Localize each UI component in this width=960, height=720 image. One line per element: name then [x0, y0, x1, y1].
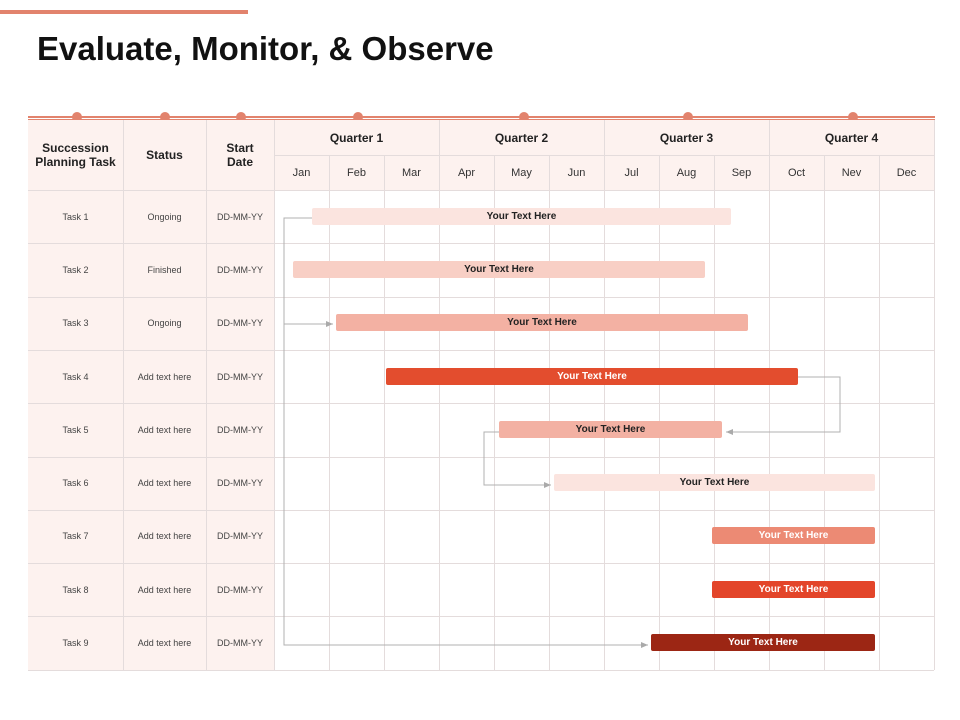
- connector-task1-task9: [284, 324, 648, 645]
- task-name: Task 5: [62, 424, 89, 435]
- month-header: Jul: [624, 166, 639, 179]
- month-header: Feb: [347, 166, 366, 179]
- quarter-header: Quarter 3: [659, 130, 714, 145]
- month-header: Mar: [402, 166, 421, 179]
- task-name: Task 7: [62, 531, 89, 542]
- gantt-bar: Your Text Here: [651, 634, 875, 651]
- month-header: Dec: [896, 166, 917, 179]
- gantt-bar: Your Text Here: [336, 314, 748, 331]
- task-status: Add text here: [137, 424, 192, 435]
- gantt-bar: Your Text Here: [712, 527, 875, 544]
- task-name: Task 1: [62, 211, 89, 222]
- task-status: Add text here: [137, 478, 192, 489]
- task-start-date: DD-MM-YY: [217, 211, 263, 222]
- task-start-date: DD-MM-YY: [217, 264, 263, 275]
- task-start-date: DD-MM-YY: [217, 638, 263, 649]
- quarter-header: Quarter 1: [329, 130, 384, 145]
- month-header: Aug: [676, 166, 697, 179]
- task-name: Task 8: [62, 584, 89, 595]
- task-start-date: DD-MM-YY: [217, 371, 263, 382]
- month-header: Apr: [457, 166, 476, 179]
- task-start-date: DD-MM-YY: [217, 478, 263, 489]
- task-start-date: DD-MM-YY: [217, 318, 263, 329]
- header-start-date: Start Date: [226, 141, 254, 169]
- gantt-bar: Your Text Here: [312, 208, 731, 225]
- quarter-header: Quarter 2: [494, 130, 549, 145]
- task-status: Add text here: [137, 638, 192, 649]
- gantt-bar: Your Text Here: [293, 261, 705, 278]
- gantt-bar: Your Text Here: [554, 474, 875, 491]
- gantt-bar: Your Text Here: [499, 421, 722, 438]
- task-status: Add text here: [137, 584, 192, 595]
- task-name: Task 2: [62, 264, 89, 275]
- task-name: Task 3: [62, 318, 89, 329]
- task-status: Ongoing: [147, 211, 182, 222]
- header-status: Status: [146, 148, 183, 162]
- task-status: Finished: [147, 264, 182, 275]
- task-start-date: DD-MM-YY: [217, 584, 263, 595]
- task-status: Add text here: [137, 531, 192, 542]
- page-title: Evaluate, Monitor, & Observe: [37, 30, 494, 67]
- connector-task1-task3: [284, 218, 333, 324]
- task-status: Ongoing: [147, 318, 182, 329]
- gantt-bar: Your Text Here: [712, 581, 875, 598]
- task-name: Task 4: [62, 371, 89, 382]
- task-name: Task 9: [62, 638, 89, 649]
- month-header: Jan: [292, 166, 311, 179]
- task-start-date: DD-MM-YY: [217, 531, 263, 542]
- gantt-bar: Your Text Here: [386, 368, 798, 385]
- month-header: Jun: [567, 166, 586, 179]
- month-header: Nev: [841, 166, 862, 179]
- task-start-date: DD-MM-YY: [217, 424, 263, 435]
- quarter-header: Quarter 4: [824, 130, 879, 145]
- connector-task5-task6: [484, 432, 551, 485]
- month-header: May: [511, 166, 532, 179]
- task-status: Add text here: [137, 371, 192, 382]
- task-name: Task 6: [62, 478, 89, 489]
- month-header: Oct: [787, 166, 806, 179]
- header-task: Succession Planning Task: [35, 141, 116, 169]
- month-header: Sep: [731, 166, 752, 179]
- connector-task4-task5: [726, 377, 840, 432]
